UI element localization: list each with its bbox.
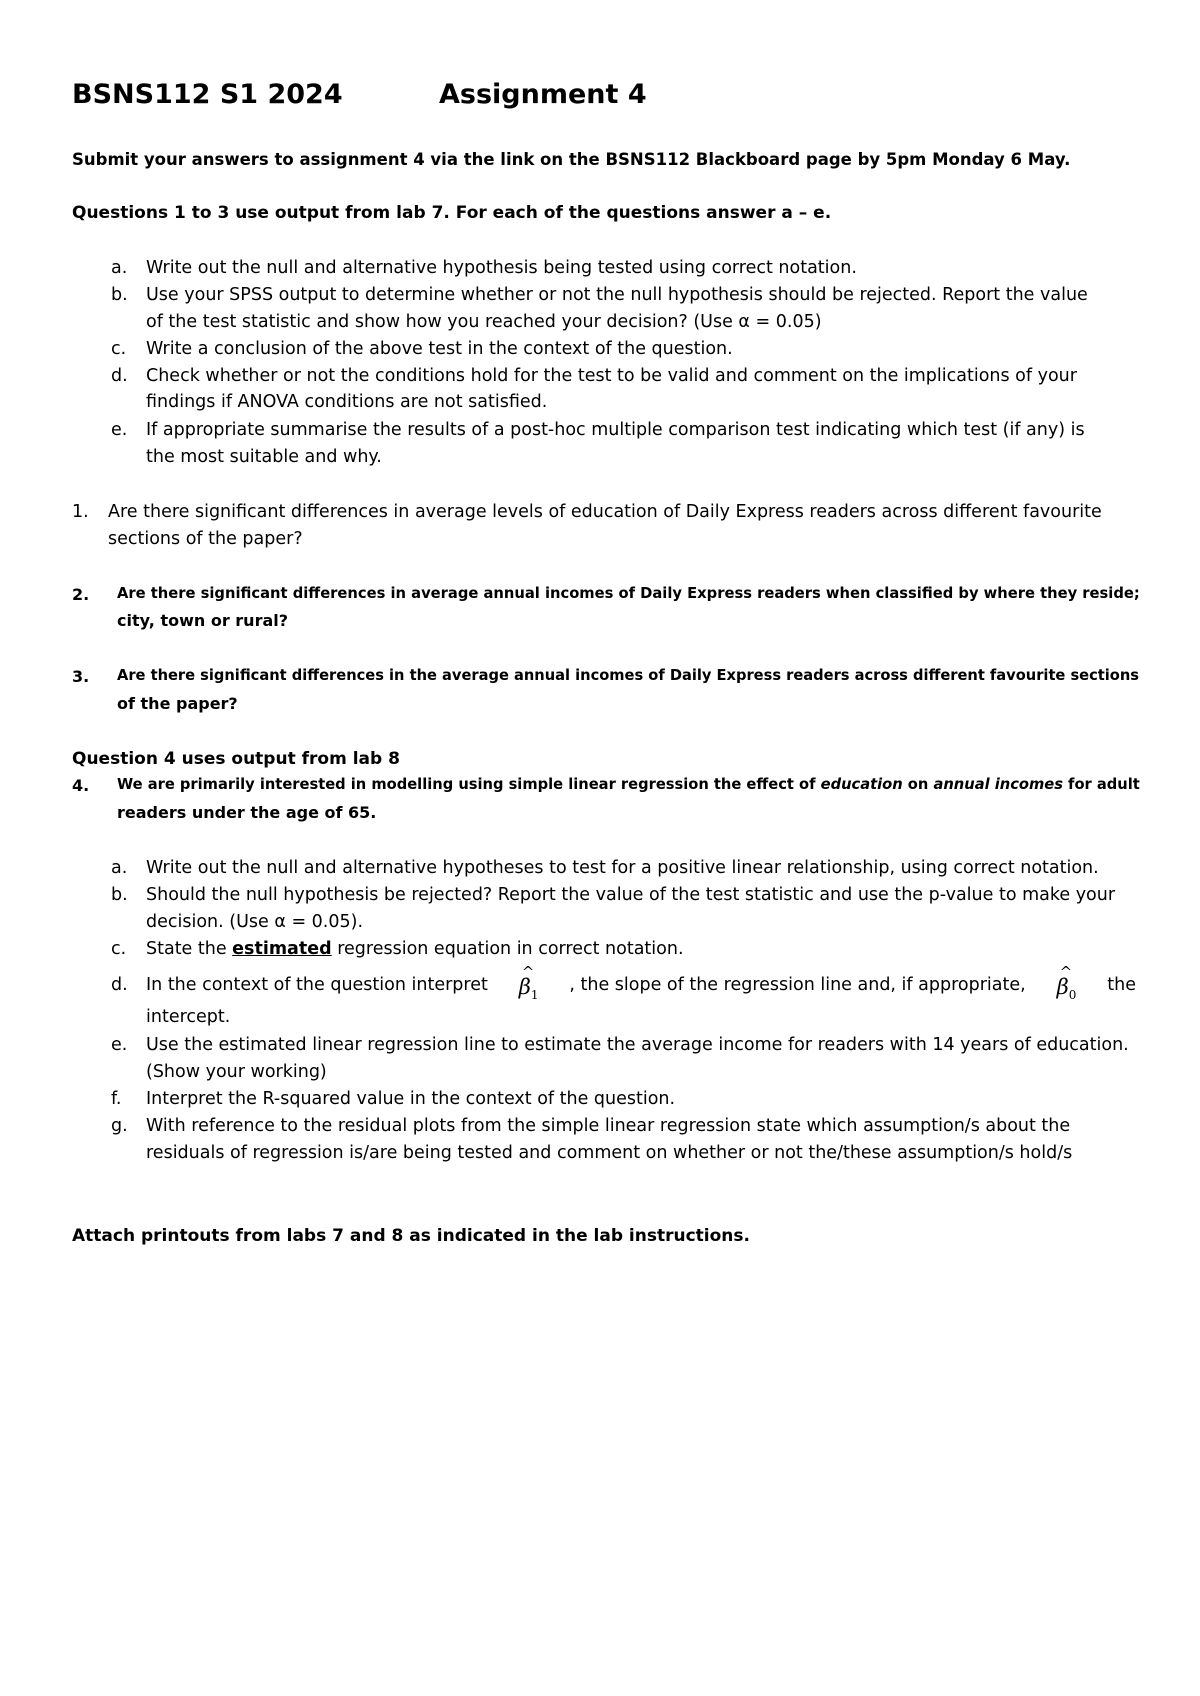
question-4-text: readers under the age of 65.	[117, 803, 377, 822]
part-text: the most suitable and why.	[146, 447, 382, 467]
part-text: State the estimated regression equation in correct notation.	[146, 939, 684, 959]
assignment-title: Assignment 4	[439, 79, 647, 110]
course-code: BSNS112 S1 2024	[72, 79, 343, 110]
section1-intro: Questions 1 to 3 use output from lab 7. For each of the questions answer a – e.	[72, 203, 832, 223]
part-text: findings if ANOVA conditions are not satisfied.	[146, 392, 548, 412]
part-text: Write out the null and alternative hypothesis being tested using correct notation.	[146, 258, 857, 278]
question-marker: 1.	[72, 502, 89, 522]
part-marker: b.	[111, 285, 128, 305]
part-marker: e.	[111, 1035, 128, 1055]
part-text: Check whether or not the conditions hold for the test to be valid and comment on the implications of your	[146, 366, 1077, 386]
section2-heading: Question 4 uses output from lab 8	[72, 749, 400, 769]
part-text: intercept.	[146, 1007, 231, 1027]
part-marker: c.	[111, 939, 127, 959]
question-marker: 2.	[72, 585, 90, 604]
part-marker: b.	[111, 885, 128, 905]
part-text: of the test statistic and show how you reached your decision? (Use α = 0.05)	[146, 312, 822, 332]
question-text: Are there significant differences in average levels of education of Daily Express readers across different favourite	[108, 502, 1102, 522]
part-marker: d.	[111, 366, 128, 386]
part-text: In the context of the question interpret ^ $\beta_1$ , the slope of the regression line and, if appropriate, ^ $\beta_0$ the	[146, 963, 1136, 1003]
part-text: Use the estimated linear regression line to estimate the average income for readers with 14 years of education.	[146, 1035, 1129, 1055]
question-marker: 4.	[72, 776, 90, 795]
footer-note: Attach printouts from labs 7 and 8 as indicated in the lab instructions.	[72, 1226, 750, 1246]
question-4-text: We are primarily interested in modelling using simple linear regression the effect of education on annual incomes for adult	[117, 776, 1140, 793]
part-text: Interpret the R-squared value in the context of the question.	[146, 1089, 676, 1109]
part-marker: d.	[111, 975, 128, 995]
part-text: decision. (Use α = 0.05).	[146, 912, 364, 932]
question-text: Are there significant differences in the average annual incomes of Daily Express readers across different favourite sections	[117, 667, 1139, 684]
beta0-symbol: ^ $\beta_0$	[1056, 963, 1077, 1003]
part-text: Use your SPSS output to determine whether or not the null hypothesis should be rejected. Report the value	[146, 285, 1088, 305]
part-text: Write out the null and alternative hypotheses to test for a positive linear relationship, using correct notation.	[146, 858, 1099, 878]
part-text: Write a conclusion of the above test in the context of the question.	[146, 339, 733, 359]
part-text: If appropriate summarise the results of a post-hoc multiple comparison test indicating which test (if any) is	[146, 420, 1085, 440]
question-text: sections of the paper?	[108, 529, 303, 549]
question-text: of the paper?	[117, 694, 238, 713]
part-marker: f.	[111, 1089, 122, 1109]
part-marker: g.	[111, 1116, 128, 1136]
question-marker: 3.	[72, 667, 90, 686]
part-marker: c.	[111, 339, 127, 359]
submit-note: Submit your answers to assignment 4 via the link on the BSNS112 Blackboard page by 5pm Monday 6 May.	[72, 150, 1071, 169]
question-text: city, town or rural?	[117, 611, 289, 630]
part-marker: e.	[111, 420, 128, 440]
part-marker: a.	[111, 858, 128, 878]
part-text: (Show your working)	[146, 1062, 327, 1082]
part-text: residuals of regression is/are being tested and comment on whether or not the/these assumption/s hold/s	[146, 1143, 1073, 1163]
part-text: With reference to the residual plots from the simple linear regression state which assumption/s about the	[146, 1116, 1071, 1136]
part-text: Should the null hypothesis be rejected? Report the value of the test statistic and use the p-value to make your	[146, 885, 1116, 905]
beta1-symbol: ^ $\beta_1$	[518, 963, 539, 1003]
part-marker: a.	[111, 258, 128, 278]
question-text: Are there significant differences in average annual incomes of Daily Express readers when classified by where they reside;	[117, 585, 1140, 602]
